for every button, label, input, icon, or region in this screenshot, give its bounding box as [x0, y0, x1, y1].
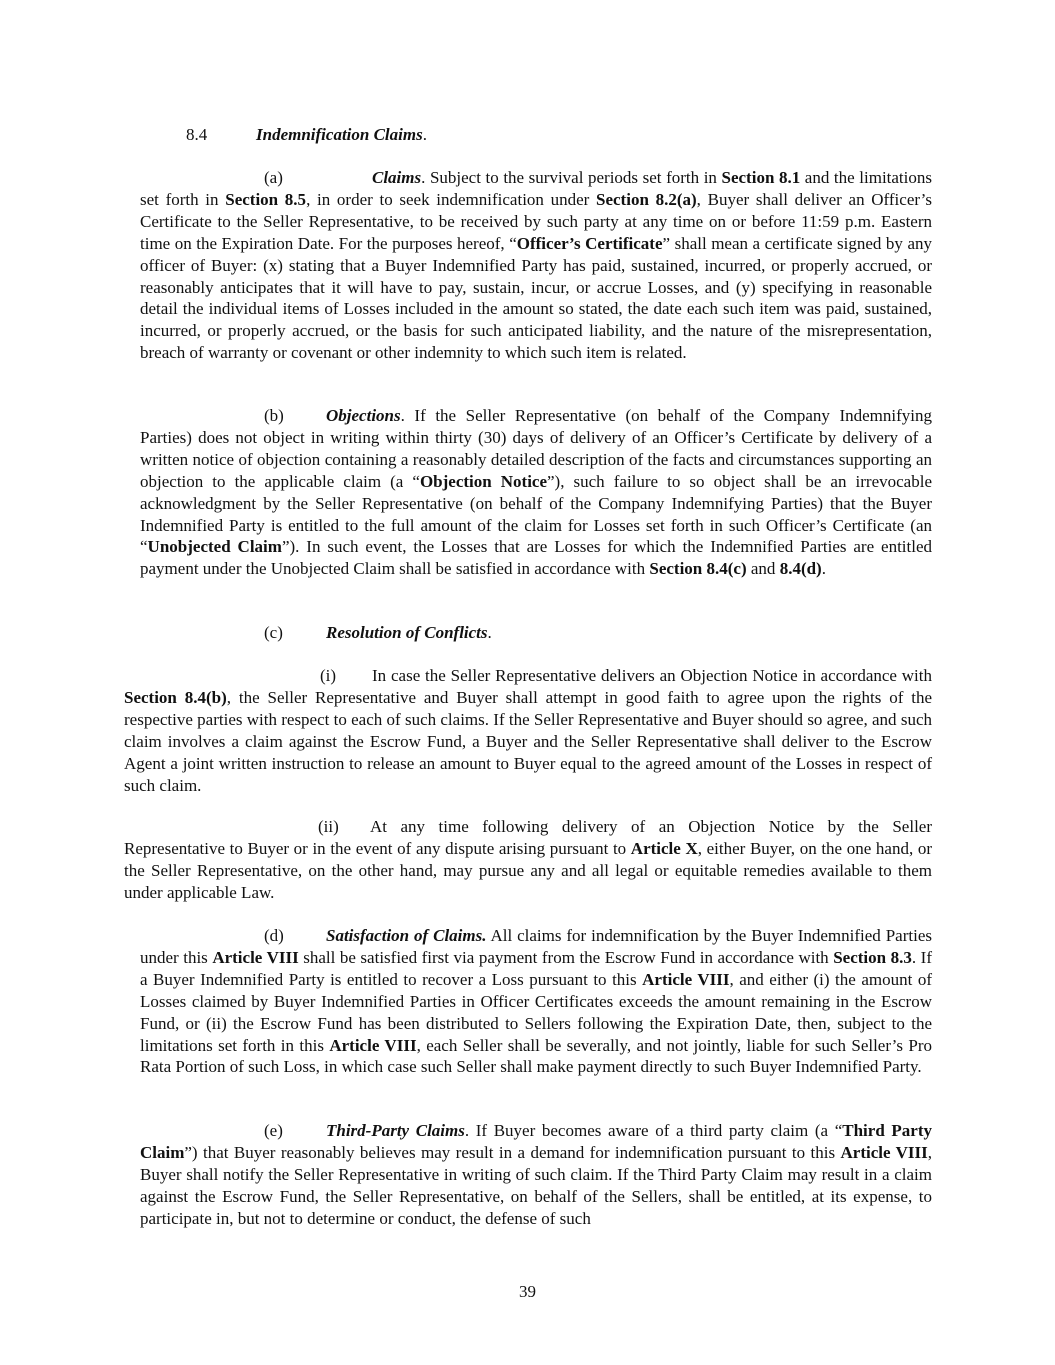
text-run: ”) that Buyer reasonably believes may result in a demand for indemnification pursuant to this — [184, 1142, 841, 1162]
text-run: . If Buyer becomes aware of a third party claim (a “ — [464, 1121, 843, 1140]
text-run: . If the Seller Representative (on behalf of the Company Indemnifying Parties) does not object in writing within thirty (30) days of delivery of an Officer’s Certificate by delivery of a written notice of objection containing a reasonably detailed description of the facts and circumstances supporting an objection to the applicable claim (a “ — [140, 406, 932, 491]
text-run: . — [821, 559, 826, 579]
article-reference: Article VIII — [642, 969, 730, 989]
article-reference: Article X — [630, 838, 698, 858]
paragraph-label: (c) — [264, 623, 283, 642]
paragraph-heading: Resolution of Conflicts — [326, 623, 488, 642]
text-run: . Subject to the survival periods set forth in — [421, 168, 722, 187]
text-run: ” shall mean a certificate signed by any officer of Buyer: (x) stating that a Buyer Indemnified Party has paid, sustained, incurred, or properly accrued, or reasonably anticipates that it will have to pay, sustain, incur, or accrue Losses, and (y) specifying in reasonable detail the individual items of Losses included in the amount so stated, the date each such item was paid, sustained, incurred, or properly accrued, or the basis for such anticipated liability, and the nature of the misrepresentation, breach of warranty or covenant or other indemnity to which such item is related. — [140, 233, 932, 363]
defined-term: Officer’s Certificate — [516, 233, 663, 253]
defined-term: Third Party Claim — [140, 1121, 933, 1162]
section-reference: Section 8.4(b) — [124, 687, 227, 707]
text-run: ”). In such event, the Losses that are Losses for which the Indemnified Parties are entitled payment under the Unobjected Claim shall be satisfied in accordance with — [140, 537, 933, 579]
subparagraph-label: (ii) — [318, 817, 339, 836]
page-number: 39 — [519, 1282, 536, 1301]
paragraph-heading: Objections — [326, 406, 401, 425]
subparagraph-label: (i) — [320, 666, 337, 685]
paragraph-label: (a) — [264, 168, 283, 187]
paragraph-c-resolution — [264, 622, 492, 644]
paragraph-a-claims — [140, 167, 932, 364]
section-reference: Section 8.4(c) — [649, 559, 747, 579]
text-run: and — [746, 559, 780, 579]
section-number: 8.4 — [186, 125, 208, 144]
section-reference: Section 8.1 — [721, 168, 801, 187]
paragraph-heading: Third-Party Claims — [326, 1121, 465, 1140]
defined-term: Objection Notice — [419, 471, 548, 491]
article-reference: Article VIII — [212, 947, 299, 967]
text-run: All claims for indemnification by the Buyer Indemnified Parties under this — [140, 926, 932, 967]
text-run: , either Buyer, on the one hand, or the Seller Representative, on the other hand, may pursue any and all legal or equitable remedies available to them under applicable Law. — [124, 838, 932, 902]
text-run: . If a Buyer Indemnified Party is entitled to recover a Loss pursuant to this — [140, 947, 932, 989]
section-heading — [186, 124, 427, 146]
paragraph-label: (d) — [264, 926, 284, 945]
paragraph-b-objections — [140, 405, 932, 580]
article-reference: Article VIII — [329, 1035, 417, 1055]
text-run: and the limitations set forth in — [140, 168, 932, 209]
section-reference: Section 8.3 — [833, 947, 912, 967]
text-run: , Buyer shall deliver an Officer’s Certificate to the Seller Representative, to be received by such party at any time on or before 11:59 p.m. Eastern time on the Expiration Date. For the purposes hereof, “ — [140, 189, 933, 253]
paragraph-label: (b) — [264, 406, 284, 425]
text-run: , the Seller Representative and Buyer shall attempt in good faith to agree upon the rights of the respective parties with respect to each of such claims. If the Seller Representative and Buyer should so agree, and such claim involves a claim against the Escrow Fund, a Buyer and the Seller Representative shall deliver to the Escrow Agent a joint written instruction to release an amount to Buyer equal to the agreed amount of the Losses in respect of such claim. — [124, 687, 932, 795]
paragraph-heading: Satisfaction of Claims. — [326, 926, 487, 945]
paragraph-e-third-party — [140, 1120, 932, 1230]
text-run: ”), such failure to so object shall be an irrevocable acknowledgment by the Seller Representative (on behalf of the Company Indemnifying Parties) that the Buyer Indemnified Party is entitled to the full amount of the claim for Losses set forth in such Officer’s Certificate (an “ — [140, 471, 932, 557]
subparagraph-c-ii — [124, 816, 932, 904]
paragraph-label: (e) — [264, 1121, 283, 1140]
defined-term: Unobjected Claim — [147, 537, 282, 557]
section-title: Indemnification Claims — [256, 125, 423, 144]
text-run: , Buyer shall notify the Seller Representative in writing of such claim. If the Third Party Claim may result in a claim against the Escrow Fund, the Seller Representative, on behalf of the Sellers, shall be entitled, at its expense, to participate in, but not to determine or conduct, the defense of such — [140, 1142, 932, 1228]
paragraph-heading: Claims — [372, 168, 422, 187]
text-run: shall be satisfied first via payment from the Escrow Fund in accordance with — [298, 947, 834, 967]
text-run: At any time following delivery of an Objection Notice by the Seller Representative to Buyer or in the event of any dispute arising pursuant to — [124, 817, 932, 858]
section-title-period: . — [422, 125, 427, 144]
text-run: , each Seller shall be severally, and not jointly, liable for such Seller’s Pro Rata Portion of such Loss, in which case such Seller shall make payment directly to such Buyer Indemnified Party. — [140, 1035, 932, 1077]
article-reference: Article VIII — [840, 1142, 928, 1162]
text-run: . — [487, 623, 492, 642]
section-reference: 8.4(d) — [779, 559, 822, 579]
paragraph-d-satisfaction — [140, 925, 932, 1078]
section-reference: Section 8.5 — [225, 189, 307, 209]
text-run: , in order to seek indemnification under — [306, 189, 597, 209]
section-reference: Section 8.2(a) — [596, 189, 697, 209]
text-run: , and either (i) the amount of Losses claimed by Buyer Indemnified Parties in Officer Certificates exceeds the amount remaining in the Escrow Fund, or (ii) the Escrow Fund has been distributed to Sellers following the Expiration Date, then, subject to the limitations set forth in this — [140, 969, 932, 1055]
subparagraph-c-i — [124, 665, 932, 796]
text-run: In case the Seller Representative delivers an Objection Notice in accordance with — [372, 666, 932, 685]
